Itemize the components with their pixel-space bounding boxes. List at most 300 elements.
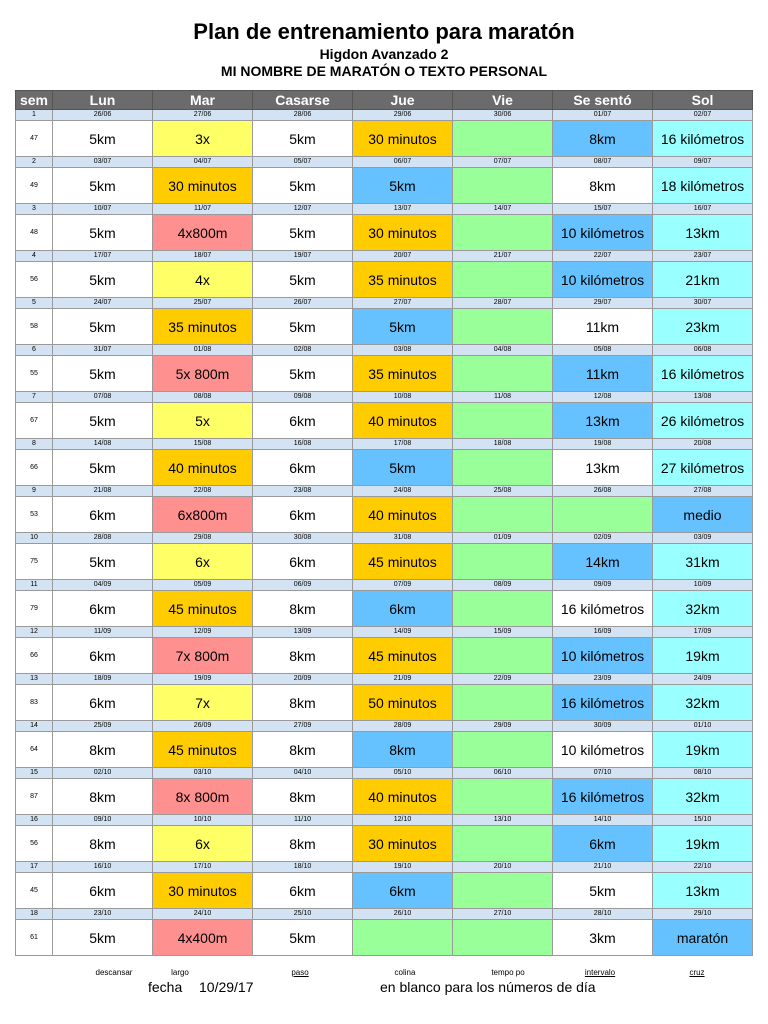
date-tuesday: 11/07 bbox=[153, 204, 253, 215]
personal-text: MI NOMBRE DE MARATÓN O TEXTO PERSONAL bbox=[220, 63, 548, 79]
week-total: 66 bbox=[16, 638, 53, 674]
workout-saturday: 10 kilómetros bbox=[553, 638, 653, 674]
date-sunday: 22/10 bbox=[653, 862, 753, 873]
workout-monday: 6km bbox=[53, 591, 153, 627]
workout-tuesday: 6x bbox=[153, 544, 253, 580]
date-tuesday: 27/06 bbox=[153, 110, 253, 121]
workout-sunday: 23km bbox=[653, 309, 753, 345]
week-total: 49 bbox=[16, 168, 53, 204]
date-monday: 07/08 bbox=[53, 392, 153, 403]
date-tuesday: 29/08 bbox=[153, 533, 253, 544]
workout-saturday: 6km bbox=[553, 826, 653, 862]
workout-row bbox=[16, 779, 753, 815]
workout-sunday: 32km bbox=[653, 779, 753, 815]
workout-tuesday: 7x bbox=[153, 685, 253, 721]
workout-thursday: 35 minutos bbox=[353, 356, 453, 392]
date-thursday: 03/08 bbox=[353, 345, 453, 356]
date-monday: 26/06 bbox=[53, 110, 153, 121]
header-saturday: Se sentó bbox=[553, 91, 653, 110]
date-monday: 17/07 bbox=[53, 251, 153, 262]
workout-thursday: 30 minutos bbox=[353, 826, 453, 862]
workout-row bbox=[16, 215, 753, 251]
workout-thursday: 6km bbox=[353, 873, 453, 909]
workout-sunday: 27 kilómetros bbox=[653, 450, 753, 486]
workout-sunday: 26 kilómetros bbox=[653, 403, 753, 439]
date-row bbox=[16, 392, 753, 403]
date-wednesday: 26/07 bbox=[253, 298, 353, 309]
workout-tuesday: 5x 800m bbox=[153, 356, 253, 392]
week-number: 5 bbox=[16, 298, 53, 309]
date-row bbox=[16, 298, 753, 309]
week-number: 3 bbox=[16, 204, 53, 215]
workout-tuesday: 4x400m bbox=[153, 920, 253, 956]
week-number: 8 bbox=[16, 439, 53, 450]
date-thursday: 17/08 bbox=[353, 439, 453, 450]
date-wednesday: 16/08 bbox=[253, 439, 353, 450]
date-friday: 27/10 bbox=[453, 909, 553, 920]
date-sunday: 20/08 bbox=[653, 439, 753, 450]
workout-saturday: 13km bbox=[553, 450, 653, 486]
date-monday: 21/08 bbox=[53, 486, 153, 497]
workout-tuesday: 4x bbox=[153, 262, 253, 298]
date-thursday: 05/10 bbox=[353, 768, 453, 779]
workout-monday: 6km bbox=[53, 497, 153, 533]
date-saturday: 07/10 bbox=[553, 768, 653, 779]
date-thursday: 07/09 bbox=[353, 580, 453, 591]
footer-note: en blanco para los números de día bbox=[380, 979, 596, 995]
date-sunday: 30/07 bbox=[653, 298, 753, 309]
week-number: 11 bbox=[16, 580, 53, 591]
workout-wednesday: 8km bbox=[253, 591, 353, 627]
header-week: sem bbox=[16, 91, 53, 110]
date-thursday: 19/10 bbox=[353, 862, 453, 873]
header-tuesday: Mar bbox=[153, 91, 253, 110]
week-total: 56 bbox=[16, 262, 53, 298]
date-tuesday: 22/08 bbox=[153, 486, 253, 497]
date-friday: 21/07 bbox=[453, 251, 553, 262]
date-monday: 10/07 bbox=[53, 204, 153, 215]
workout-row bbox=[16, 826, 753, 862]
workout-friday bbox=[453, 121, 553, 157]
workout-thursday: 5km bbox=[353, 168, 453, 204]
workout-row bbox=[16, 544, 753, 580]
date-monday: 11/09 bbox=[53, 627, 153, 638]
legend-cross: cruz bbox=[689, 968, 705, 977]
week-number: 14 bbox=[16, 721, 53, 732]
date-wednesday: 12/07 bbox=[253, 204, 353, 215]
workout-friday bbox=[453, 826, 553, 862]
date-friday: 29/09 bbox=[453, 721, 553, 732]
date-saturday: 14/10 bbox=[553, 815, 653, 826]
training-plan-table bbox=[15, 90, 753, 956]
workout-wednesday: 5km bbox=[253, 920, 353, 956]
workout-tuesday: 6x bbox=[153, 826, 253, 862]
workout-monday: 5km bbox=[53, 121, 153, 157]
week-total: 66 bbox=[16, 450, 53, 486]
date-sunday: 01/10 bbox=[653, 721, 753, 732]
date-row bbox=[16, 815, 753, 826]
workout-monday: 8km bbox=[53, 779, 153, 815]
legend-hill: colina bbox=[394, 968, 416, 977]
date-wednesday: 06/09 bbox=[253, 580, 353, 591]
workout-wednesday: 5km bbox=[253, 121, 353, 157]
date-wednesday: 04/10 bbox=[253, 768, 353, 779]
workout-sunday: 31km bbox=[653, 544, 753, 580]
date-saturday: 28/10 bbox=[553, 909, 653, 920]
workout-sunday: medio bbox=[653, 497, 753, 533]
workout-thursday: 40 minutos bbox=[353, 403, 453, 439]
workout-row bbox=[16, 450, 753, 486]
workout-saturday: 16 kilómetros bbox=[553, 591, 653, 627]
week-total: 47 bbox=[16, 121, 53, 157]
date-saturday: 19/08 bbox=[553, 439, 653, 450]
workout-thursday: 50 minutos bbox=[353, 685, 453, 721]
workout-friday bbox=[453, 215, 553, 251]
date-friday: 22/09 bbox=[453, 674, 553, 685]
date-saturday: 26/08 bbox=[553, 486, 653, 497]
date-friday: 18/08 bbox=[453, 439, 553, 450]
date-sunday: 13/08 bbox=[653, 392, 753, 403]
workout-wednesday: 6km bbox=[253, 403, 353, 439]
date-friday: 01/09 bbox=[453, 533, 553, 544]
date-friday: 30/06 bbox=[453, 110, 553, 121]
workout-friday bbox=[453, 356, 553, 392]
date-row bbox=[16, 345, 753, 356]
workout-saturday: 14km bbox=[553, 544, 653, 580]
week-number: 17 bbox=[16, 862, 53, 873]
date-sunday: 08/10 bbox=[653, 768, 753, 779]
workout-row bbox=[16, 497, 753, 533]
date-tuesday: 03/10 bbox=[153, 768, 253, 779]
date-monday: 03/07 bbox=[53, 157, 153, 168]
workout-wednesday: 6km bbox=[253, 544, 353, 580]
workout-friday bbox=[453, 638, 553, 674]
date-friday: 28/07 bbox=[453, 298, 553, 309]
date-row bbox=[16, 486, 753, 497]
workout-sunday: 16 kilómetros bbox=[653, 356, 753, 392]
date-wednesday: 13/09 bbox=[253, 627, 353, 638]
date-sunday: 15/10 bbox=[653, 815, 753, 826]
workout-wednesday: 8km bbox=[253, 779, 353, 815]
date-row bbox=[16, 439, 753, 450]
workout-row bbox=[16, 309, 753, 345]
week-total: 56 bbox=[16, 826, 53, 862]
date-sunday: 17/09 bbox=[653, 627, 753, 638]
workout-wednesday: 6km bbox=[253, 497, 353, 533]
week-number: 13 bbox=[16, 674, 53, 685]
workout-monday: 5km bbox=[53, 920, 153, 956]
workout-monday: 5km bbox=[53, 356, 153, 392]
week-total: 83 bbox=[16, 685, 53, 721]
workout-friday bbox=[453, 544, 553, 580]
workout-friday bbox=[453, 685, 553, 721]
table-header-row bbox=[16, 91, 753, 110]
workout-tuesday: 3x bbox=[153, 121, 253, 157]
week-total: 64 bbox=[16, 732, 53, 768]
workout-friday bbox=[453, 591, 553, 627]
header-thursday: Jue bbox=[353, 91, 453, 110]
date-sunday: 29/10 bbox=[653, 909, 753, 920]
footer-date-label: fecha bbox=[148, 979, 183, 995]
workout-saturday: 10 kilómetros bbox=[553, 262, 653, 298]
workout-monday: 8km bbox=[53, 732, 153, 768]
workout-monday: 5km bbox=[53, 403, 153, 439]
date-thursday: 28/09 bbox=[353, 721, 453, 732]
date-wednesday: 05/07 bbox=[253, 157, 353, 168]
workout-saturday: 10 kilómetros bbox=[553, 215, 653, 251]
workout-thursday: 30 minutos bbox=[353, 215, 453, 251]
legend-rest: descansar bbox=[95, 968, 133, 977]
header-wednesday: Casarse bbox=[253, 91, 353, 110]
workout-tuesday: 45 minutos bbox=[153, 591, 253, 627]
workout-monday: 5km bbox=[53, 168, 153, 204]
week-number: 7 bbox=[16, 392, 53, 403]
workout-wednesday: 6km bbox=[253, 450, 353, 486]
date-monday: 25/09 bbox=[53, 721, 153, 732]
workout-row bbox=[16, 685, 753, 721]
workout-wednesday: 8km bbox=[253, 732, 353, 768]
date-friday: 25/08 bbox=[453, 486, 553, 497]
date-monday: 09/10 bbox=[53, 815, 153, 826]
date-wednesday: 18/10 bbox=[253, 862, 353, 873]
week-total: 48 bbox=[16, 215, 53, 251]
workout-saturday: 11km bbox=[553, 356, 653, 392]
legend-interval: intervalo bbox=[584, 968, 616, 977]
date-thursday: 21/09 bbox=[353, 674, 453, 685]
date-thursday: 26/10 bbox=[353, 909, 453, 920]
week-total: 55 bbox=[16, 356, 53, 392]
footer-date-value: 10/29/17 bbox=[199, 979, 254, 995]
workout-row bbox=[16, 920, 753, 956]
workout-friday bbox=[453, 309, 553, 345]
date-monday: 04/09 bbox=[53, 580, 153, 591]
date-monday: 24/07 bbox=[53, 298, 153, 309]
workout-tuesday: 8x 800m bbox=[153, 779, 253, 815]
date-wednesday: 19/07 bbox=[253, 251, 353, 262]
workout-saturday: 16 kilómetros bbox=[553, 685, 653, 721]
date-tuesday: 15/08 bbox=[153, 439, 253, 450]
workout-wednesday: 8km bbox=[253, 638, 353, 674]
date-tuesday: 12/09 bbox=[153, 627, 253, 638]
workout-thursday: 45 minutos bbox=[353, 638, 453, 674]
date-tuesday: 08/08 bbox=[153, 392, 253, 403]
date-saturday: 23/09 bbox=[553, 674, 653, 685]
date-wednesday: 09/08 bbox=[253, 392, 353, 403]
date-tuesday: 04/07 bbox=[153, 157, 253, 168]
workout-thursday: 5km bbox=[353, 450, 453, 486]
workout-wednesday: 8km bbox=[253, 685, 353, 721]
week-number: 12 bbox=[16, 627, 53, 638]
workout-tuesday: 35 minutos bbox=[153, 309, 253, 345]
date-saturday: 22/07 bbox=[553, 251, 653, 262]
date-thursday: 29/06 bbox=[353, 110, 453, 121]
week-number: 6 bbox=[16, 345, 53, 356]
workout-friday bbox=[453, 920, 553, 956]
workout-sunday: 16 kilómetros bbox=[653, 121, 753, 157]
date-wednesday: 11/10 bbox=[253, 815, 353, 826]
workout-thursday: 35 minutos bbox=[353, 262, 453, 298]
workout-thursday: 40 minutos bbox=[353, 779, 453, 815]
date-sunday: 24/09 bbox=[653, 674, 753, 685]
workout-monday: 6km bbox=[53, 638, 153, 674]
week-number: 9 bbox=[16, 486, 53, 497]
workout-wednesday: 5km bbox=[253, 168, 353, 204]
date-thursday: 20/07 bbox=[353, 251, 453, 262]
workout-thursday: 45 minutos bbox=[353, 544, 453, 580]
date-sunday: 06/08 bbox=[653, 345, 753, 356]
date-saturday: 29/07 bbox=[553, 298, 653, 309]
workout-friday bbox=[453, 732, 553, 768]
workout-monday: 6km bbox=[53, 873, 153, 909]
date-row bbox=[16, 157, 753, 168]
week-total: 79 bbox=[16, 591, 53, 627]
workout-thursday: 5km bbox=[353, 309, 453, 345]
workout-thursday: 6km bbox=[353, 591, 453, 627]
workout-monday: 5km bbox=[53, 450, 153, 486]
week-total: 87 bbox=[16, 779, 53, 815]
workout-sunday: 19km bbox=[653, 732, 753, 768]
date-monday: 23/10 bbox=[53, 909, 153, 920]
workout-tuesday: 4x800m bbox=[153, 215, 253, 251]
workout-row bbox=[16, 262, 753, 298]
date-sunday: 27/08 bbox=[653, 486, 753, 497]
date-thursday: 06/07 bbox=[353, 157, 453, 168]
date-saturday: 01/07 bbox=[553, 110, 653, 121]
workout-thursday: 8km bbox=[353, 732, 453, 768]
workout-tuesday: 30 minutos bbox=[153, 873, 253, 909]
week-total: 58 bbox=[16, 309, 53, 345]
workout-row bbox=[16, 121, 753, 157]
date-friday: 20/10 bbox=[453, 862, 553, 873]
date-tuesday: 25/07 bbox=[153, 298, 253, 309]
workout-sunday: 18 kilómetros bbox=[653, 168, 753, 204]
date-friday: 11/08 bbox=[453, 392, 553, 403]
workout-row bbox=[16, 356, 753, 392]
date-tuesday: 05/09 bbox=[153, 580, 253, 591]
date-row bbox=[16, 110, 753, 121]
workout-friday bbox=[453, 403, 553, 439]
workout-sunday: 19km bbox=[653, 638, 753, 674]
workout-tuesday: 5x bbox=[153, 403, 253, 439]
week-number: 16 bbox=[16, 815, 53, 826]
workout-monday: 5km bbox=[53, 309, 153, 345]
legend-tempo: tempo po bbox=[491, 968, 525, 977]
date-sunday: 02/07 bbox=[653, 110, 753, 121]
date-tuesday: 17/10 bbox=[153, 862, 253, 873]
week-total: 75 bbox=[16, 544, 53, 580]
date-monday: 31/07 bbox=[53, 345, 153, 356]
date-saturday: 15/07 bbox=[553, 204, 653, 215]
date-saturday: 08/07 bbox=[553, 157, 653, 168]
workout-wednesday: 5km bbox=[253, 356, 353, 392]
workout-friday bbox=[453, 262, 553, 298]
date-saturday: 30/09 bbox=[553, 721, 653, 732]
workout-tuesday: 30 minutos bbox=[153, 168, 253, 204]
workout-wednesday: 8km bbox=[253, 826, 353, 862]
workout-row bbox=[16, 403, 753, 439]
workout-wednesday: 6km bbox=[253, 873, 353, 909]
date-monday: 14/08 bbox=[53, 439, 153, 450]
date-friday: 06/10 bbox=[453, 768, 553, 779]
workout-wednesday: 5km bbox=[253, 262, 353, 298]
date-friday: 13/10 bbox=[453, 815, 553, 826]
date-row bbox=[16, 768, 753, 779]
workout-thursday: 30 minutos bbox=[353, 121, 453, 157]
date-row bbox=[16, 674, 753, 685]
workout-sunday: 21km bbox=[653, 262, 753, 298]
workout-tuesday: 40 minutos bbox=[153, 450, 253, 486]
workout-friday bbox=[453, 497, 553, 533]
workout-saturday: 5km bbox=[553, 873, 653, 909]
header-sunday: Sol bbox=[653, 91, 753, 110]
date-monday: 16/10 bbox=[53, 862, 153, 873]
date-tuesday: 19/09 bbox=[153, 674, 253, 685]
date-friday: 08/09 bbox=[453, 580, 553, 591]
date-saturday: 09/09 bbox=[553, 580, 653, 591]
legend-pace: paso bbox=[291, 968, 309, 977]
date-wednesday: 02/08 bbox=[253, 345, 353, 356]
date-sunday: 16/07 bbox=[653, 204, 753, 215]
workout-wednesday: 5km bbox=[253, 309, 353, 345]
workout-row bbox=[16, 732, 753, 768]
date-row bbox=[16, 862, 753, 873]
workout-saturday: 3km bbox=[553, 920, 653, 956]
week-number: 15 bbox=[16, 768, 53, 779]
date-tuesday: 01/08 bbox=[153, 345, 253, 356]
date-friday: 15/09 bbox=[453, 627, 553, 638]
header-monday: Lun bbox=[53, 91, 153, 110]
date-monday: 28/08 bbox=[53, 533, 153, 544]
date-row bbox=[16, 251, 753, 262]
week-number: 4 bbox=[16, 251, 53, 262]
workout-sunday: 13km bbox=[653, 873, 753, 909]
date-saturday: 21/10 bbox=[553, 862, 653, 873]
date-row bbox=[16, 627, 753, 638]
date-row bbox=[16, 721, 753, 732]
workout-saturday: 11km bbox=[553, 309, 653, 345]
workout-saturday: 13km bbox=[553, 403, 653, 439]
workout-monday: 5km bbox=[53, 262, 153, 298]
workout-row bbox=[16, 591, 753, 627]
date-row bbox=[16, 204, 753, 215]
workout-monday: 6km bbox=[53, 685, 153, 721]
date-saturday: 02/09 bbox=[553, 533, 653, 544]
workout-tuesday: 45 minutos bbox=[153, 732, 253, 768]
workout-sunday: 13km bbox=[653, 215, 753, 251]
week-number: 2 bbox=[16, 157, 53, 168]
date-thursday: 27/07 bbox=[353, 298, 453, 309]
date-wednesday: 28/06 bbox=[253, 110, 353, 121]
date-tuesday: 26/09 bbox=[153, 721, 253, 732]
date-thursday: 14/09 bbox=[353, 627, 453, 638]
workout-friday bbox=[453, 873, 553, 909]
date-wednesday: 23/08 bbox=[253, 486, 353, 497]
date-tuesday: 10/10 bbox=[153, 815, 253, 826]
workout-sunday: maratón bbox=[653, 920, 753, 956]
workout-saturday: 8km bbox=[553, 168, 653, 204]
date-sunday: 09/07 bbox=[653, 157, 753, 168]
date-saturday: 16/09 bbox=[553, 627, 653, 638]
date-wednesday: 25/10 bbox=[253, 909, 353, 920]
week-total: 67 bbox=[16, 403, 53, 439]
date-saturday: 05/08 bbox=[553, 345, 653, 356]
date-row bbox=[16, 533, 753, 544]
date-thursday: 13/07 bbox=[353, 204, 453, 215]
date-wednesday: 30/08 bbox=[253, 533, 353, 544]
workout-sunday: 32km bbox=[653, 685, 753, 721]
workout-saturday: 10 kilómetros bbox=[553, 732, 653, 768]
workout-thursday: 40 minutos bbox=[353, 497, 453, 533]
